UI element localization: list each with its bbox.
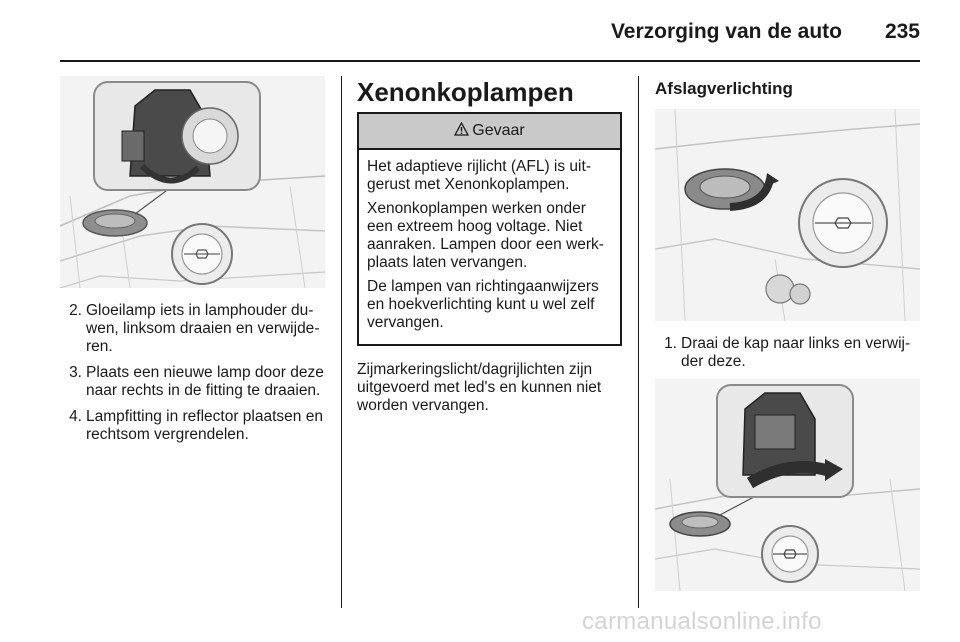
header-title: Verzorging van de auto bbox=[610, 20, 842, 43]
column-divider-1 bbox=[341, 76, 342, 608]
warning-paragraph: Het adaptieve rijlicht (AFL) is uitgerust met Xenonkoplampen. bbox=[367, 158, 591, 193]
page-number: 235 bbox=[884, 20, 920, 43]
column-1 bbox=[60, 76, 325, 452]
column-3 bbox=[655, 76, 920, 591]
list-item bbox=[60, 364, 325, 400]
warning-triangle-icon bbox=[454, 122, 469, 141]
headlamp-cap-illustration bbox=[655, 109, 920, 321]
warning-paragraph: Xenonkoplampen werken onder een extreem hoog voltage. Niet aanraken. Lampen door een werkplaats laten vervangen. bbox=[367, 200, 604, 271]
column-2 bbox=[357, 76, 622, 415]
body-paragraph: Zijmarkeringslicht/dagrijlichten zijn uitgevoerd met led's en kunnen niet worden vervangen. bbox=[357, 361, 602, 414]
bulb-replacement-steps bbox=[60, 302, 325, 444]
warning-body bbox=[359, 150, 620, 344]
header-rule bbox=[60, 60, 920, 62]
step-number: 1. bbox=[664, 335, 677, 352]
step-number: 2. bbox=[69, 302, 82, 319]
section-title-cornering-light: Afslagverlichting bbox=[655, 79, 793, 98]
step-text: Plaats een nieuwe lamp door deze naar rechts in de fitting te draaien. bbox=[86, 364, 324, 399]
list-item bbox=[60, 302, 325, 356]
section-title-xenon: Xenonkoplampen bbox=[357, 77, 574, 107]
step-number: 3. bbox=[69, 364, 82, 381]
watermark: carmanualsonline.info bbox=[582, 608, 822, 635]
cap-removal-illustration bbox=[655, 379, 920, 591]
list-item bbox=[60, 408, 325, 444]
step-number: 4. bbox=[69, 408, 82, 425]
step-text: Draai de kap naar links en verwijder deze. bbox=[681, 335, 911, 370]
page-header bbox=[0, 0, 960, 62]
step-text: Gloeilamp iets in lamphouder duwen, linksom draaien en verwijderen. bbox=[86, 302, 320, 355]
cornering-light-steps bbox=[655, 335, 920, 371]
warning-label: Gevaar bbox=[472, 122, 525, 139]
list-item bbox=[655, 335, 920, 371]
warning-box bbox=[357, 112, 622, 346]
bulb-holder-illustration bbox=[60, 76, 325, 288]
warning-paragraph: De lampen van richtingaanwijzers en hoekverlichting kunt u wel zelf vervangen. bbox=[367, 278, 599, 331]
warning-header bbox=[359, 114, 620, 150]
column-divider-2 bbox=[638, 76, 639, 608]
step-text: Lampfitting in reflector plaatsen en rechtsom vergrendelen. bbox=[86, 408, 323, 443]
